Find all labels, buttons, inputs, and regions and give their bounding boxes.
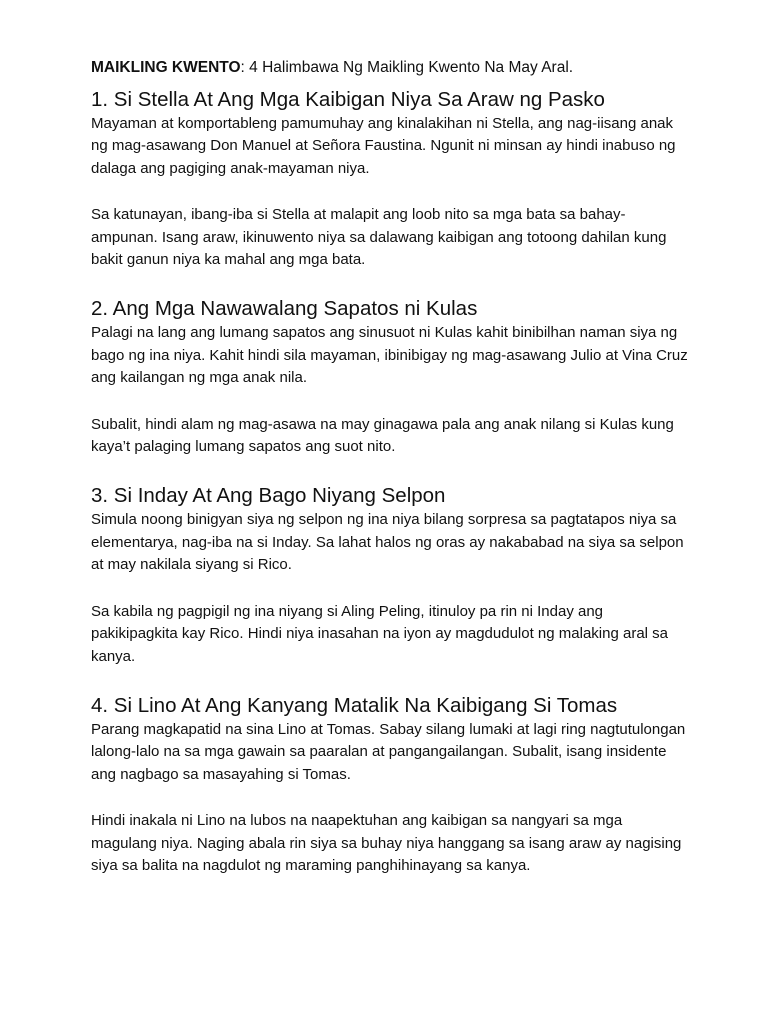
story-paragraph: Mayaman at komportableng pamumuhay ang kinalakihan ni Stella, ang nag-iisang anak ng mag-asawang Don Manuel at Señora Faustina. Ngunit ni minsan ay hindi inabuso ng dalaga ang pagiging anak-mayaman niya. bbox=[91, 115, 676, 177]
intro-text: : 4 Halimbawa Ng Maikling Kwento Na May Aral. bbox=[240, 59, 574, 76]
document-page bbox=[91, 58, 691, 902]
story-paragraph: Sa kabila ng pagpigil ng ina niyang si Aling Peling, itinuloy pa rin ni Inday ang pakikipagkita kay Rico. Hindi niya inasahan na iyon ay magdudulot ng malaking aral sa kanya. bbox=[91, 602, 669, 665]
story-paragraph: Palagi na lang ang lumang sapatos ang sinusuot ni Kulas kahit binibilhan naman siya ng bago ng ina niya. Kahit hindi sila mayaman, ibinibigay ng mag-asawang Julio at Vina Cruz ang kailangan ng mga anak nila. bbox=[91, 324, 688, 387]
story-paragraph: Sa katunayan, ibang-iba si Stella at malapit ang loob nito sa mga bata sa bahay-ampunan. Isang araw, ikinuwento niya sa dalawang kaibigan ang totoong dahilan kung bakit ganun niya ka mahal ang mga bata. bbox=[91, 206, 667, 269]
story-title: 1. Si Stella At Ang Mga Kaibigan Niya Sa Araw ng Pasko bbox=[91, 88, 605, 111]
story-paragraph: Simula noong binigyan siya ng selpon ng ina niya bilang sorpresa sa pagtatapos niya sa elementarya, nag-iba na si Inday. Sa lahat halos ng oras ay nakababad na siya sa selpon at may nakilala siyang si Rico. bbox=[91, 511, 684, 574]
story-paragraph: Parang magkapatid na sina Lino at Tomas. Sabay silang lumaki at lagi ring nagtutulongan lalong-lalo na sa mga gawain sa paaralan at pangangailangan. Subalit, isang insidente ang nagbago sa masayahing si Tomas. bbox=[91, 720, 686, 783]
story-paragraph: Hindi inakala ni Lino na lubos na naapektuhan ang kaibigan sa nangyari sa mga magulang niya. Naging abala rin siya sa buhay niya hanggang sa isang araw ay nagising siya sa balita na nagdulot ng maraming panghihinayang sa kanya. bbox=[91, 812, 682, 874]
story-title: 3. Si Inday At Ang Bago Niyang Selpon bbox=[91, 484, 446, 508]
story-title: 2. Ang Mga Nawawalang Sapatos ni Kulas bbox=[91, 297, 478, 321]
story-3 bbox=[91, 483, 691, 667]
story-4 bbox=[91, 693, 691, 877]
story-1 bbox=[91, 87, 691, 271]
story-2 bbox=[91, 296, 691, 458]
story-title: 4. Si Lino At Ang Kanyang Matalik Na Kaibigang Si Tomas bbox=[91, 693, 618, 717]
story-paragraph: Subalit, hindi alam ng mag-asawa na may ginagawa pala ang anak nilang si Kulas kung kaya’t palaging lumang sapatos ang suot nito. bbox=[91, 415, 674, 456]
intro-label: MAIKLING KWENTO bbox=[91, 59, 241, 76]
intro-line bbox=[91, 58, 691, 78]
